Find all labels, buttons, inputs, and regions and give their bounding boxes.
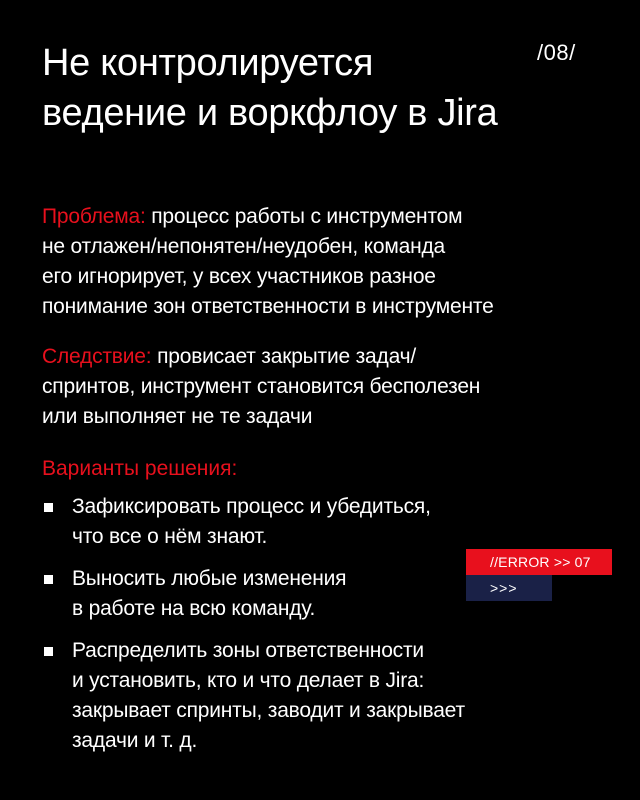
consequence-text-first: провисает закрытие задач/: [157, 345, 416, 368]
list-item-line: задачи и т. д.: [72, 729, 198, 752]
problem-paragraph: [42, 202, 612, 322]
consequence-line: спринтов, инструмент становится бесполезен: [42, 375, 481, 398]
problem-line: его игнорирует, у всех участников разное: [42, 265, 436, 288]
list-item-line: Выносить любые изменения: [72, 567, 347, 590]
solutions-label: Варианты решения:: [42, 457, 238, 480]
list-item: [42, 492, 602, 552]
list-item-line: Зафиксировать процесс и убедиться,: [72, 495, 431, 518]
list-item: [42, 636, 602, 756]
problem-label: Проблема:: [42, 205, 146, 228]
page-number: /08/: [537, 40, 576, 65]
error-badge: //ERROR >> 07: [466, 549, 612, 575]
list-item-line: закрывает спринты, заводит и закрывает: [72, 699, 465, 722]
consequence-label: Следствие:: [42, 345, 152, 368]
bullet-square-icon: [44, 647, 53, 656]
title-line-2: ведение и воркфлоу в Jira: [42, 92, 498, 134]
consequence-paragraph: [42, 342, 612, 432]
list-item-line: Распределить зоны ответственности: [72, 639, 424, 662]
list-item-line: в работе на всю команду.: [72, 597, 316, 620]
list-item-line: и установить, кто и что делает в Jira:: [72, 669, 425, 692]
page-title: [42, 38, 562, 138]
list-item-line: что все о нём знают.: [72, 525, 268, 548]
problem-line: не отлажен/непонятен/неудобен, команда: [42, 235, 446, 258]
solutions-list: [42, 492, 602, 756]
bullet-square-icon: [44, 503, 53, 512]
error-badge-arrows: >>>: [466, 575, 552, 601]
consequence-line: или выполняет не те задачи: [42, 405, 313, 428]
bullet-square-icon: [44, 575, 53, 584]
problem-line: понимание зон ответственности в инструменте: [42, 295, 494, 318]
title-line-1: Не контролируется: [42, 42, 374, 84]
problem-text-first: процесс работы с инструментом: [151, 205, 463, 228]
